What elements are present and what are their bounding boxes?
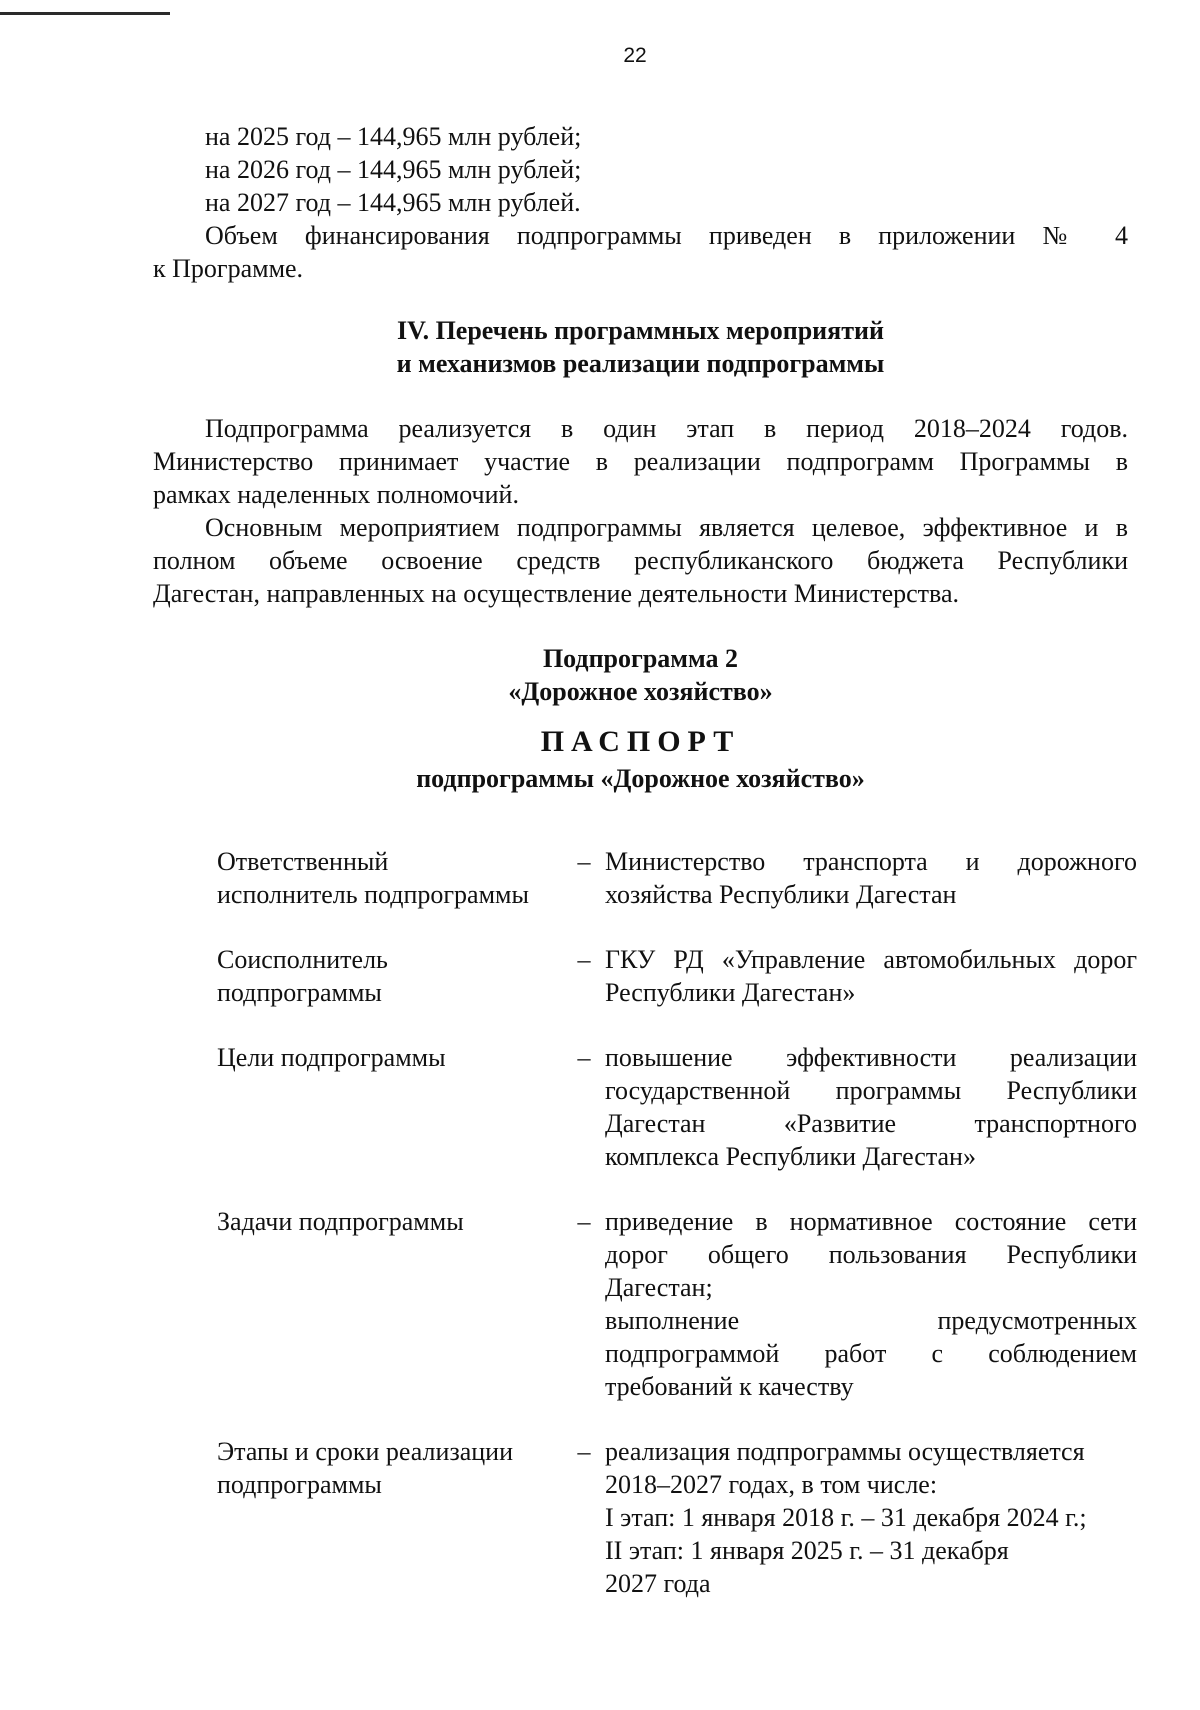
- passport-row-label: [217, 943, 563, 1009]
- passport-row-label: [217, 1205, 563, 1403]
- value-line: реализация подпрограммы осуществляется: [605, 1437, 1085, 1466]
- passport-row-value: [605, 943, 1137, 1009]
- page-number: 22: [623, 44, 647, 67]
- value-line: Министерство транспорта и дорожного: [605, 847, 1137, 876]
- passport-row-coexecutor: [217, 943, 1137, 1009]
- funding-note-line-1: Объем финансирования подпрограммы приведен в приложении № 4: [205, 221, 1128, 250]
- passport-row-stages: [217, 1435, 1137, 1600]
- subprogram-title: [153, 642, 1128, 708]
- value-line: выполнение предусмотренных: [605, 1306, 1137, 1335]
- passport-row-value: [605, 1041, 1137, 1173]
- passport-row-value: [605, 845, 1137, 911]
- paragraph-line: Дагестан, направленных на осуществление деятельности Министерства.: [153, 579, 960, 608]
- passport-row-value: [605, 1435, 1137, 1600]
- label-line: Этапы и сроки реализации: [217, 1437, 513, 1466]
- value-line: требований к качеству: [605, 1372, 854, 1401]
- section-iv-paragraph-2: [153, 511, 1128, 610]
- value-line: 2027 года: [605, 1569, 711, 1598]
- section-iv-paragraph-1: [153, 412, 1128, 511]
- value-line: II этап: 1 января 2025 г. – 31 декабря: [605, 1536, 1009, 1565]
- section-iv-title-line-1: IV. Перечень программных мероприятий: [397, 316, 884, 345]
- subprogram-title-line-1: Подпрограмма 2: [542, 644, 739, 673]
- section-iv-title: [153, 314, 1128, 380]
- value-line: повышение эффективности реализации: [605, 1043, 1137, 1072]
- passport-table: [217, 845, 1137, 1632]
- paragraph-line: Подпрограмма реализуется в один этап в период 2018–2024 годов.: [205, 414, 1128, 443]
- passport-row-label: [217, 1435, 563, 1600]
- value-line: подпрограммой работ с соблюдением: [605, 1339, 1137, 1368]
- label-line: Задачи подпрограммы: [217, 1207, 464, 1236]
- label-line: подпрограммы: [217, 1470, 382, 1499]
- passport-row-goals: [217, 1041, 1137, 1173]
- passport-dash: –: [577, 945, 591, 974]
- scan-edge-mark: [0, 12, 170, 15]
- value-line: 2018–2027 годах, в том числе:: [605, 1470, 938, 1499]
- value-line: комплекса Республики Дагестан»: [605, 1142, 976, 1171]
- value-line: I этап: 1 января 2018 г. – 31 декабря 2024 г.;: [605, 1503, 1087, 1532]
- passport-row-responsible: [217, 845, 1137, 911]
- subprogram-title-line-2: «Дорожное хозяйство»: [508, 677, 773, 706]
- passport-dash: –: [577, 1437, 591, 1466]
- paragraph-line: полном объеме освоение средств республиканского бюджета Республики: [153, 546, 1128, 575]
- passport-row-value: [605, 1205, 1137, 1403]
- funding-line-2026: на 2026 год – 144,965 млн рублей;: [205, 155, 582, 184]
- funding-note-line-2: к Программе.: [153, 254, 304, 283]
- value-line: дорог общего пользования Республики: [605, 1240, 1137, 1269]
- passport-row-label: [217, 1041, 563, 1173]
- funding-line-2025: на 2025 год – 144,965 млн рублей;: [205, 122, 582, 151]
- paragraph-line: Министерство принимает участие в реализации подпрограмм Программы в: [153, 447, 1128, 476]
- passport-row-label: [217, 845, 563, 911]
- value-line: хозяйства Республики Дагестан: [605, 880, 957, 909]
- passport-dash: –: [577, 847, 591, 876]
- value-line: приведение в нормативное состояние сети: [605, 1207, 1137, 1236]
- label-line: Соисполнитель: [217, 945, 388, 974]
- label-line: исполнитель подпрограммы: [217, 880, 529, 909]
- value-line: Дагестан «Развитие транспортного: [605, 1109, 1137, 1138]
- value-line: государственной программы Республики: [605, 1076, 1137, 1105]
- passport-subtitle: подпрограммы «Дорожное хозяйство»: [416, 764, 865, 793]
- label-line: Ответственный: [217, 847, 389, 876]
- passport-dash: –: [577, 1207, 591, 1236]
- passport-dash: –: [577, 1043, 591, 1072]
- value-line: Республики Дагестан»: [605, 978, 856, 1007]
- funding-line-2027: на 2027 год – 144,965 млн рублей.: [205, 188, 581, 217]
- document-body: [153, 120, 1128, 795]
- paragraph-line: Основным мероприятием подпрограммы является целевое, эффективное и в: [205, 513, 1128, 542]
- passport-row-tasks: [217, 1205, 1137, 1403]
- section-iv-title-line-2: и механизмов реализации подпрограммы: [396, 349, 885, 378]
- passport-title: ПАСПОРТ: [540, 725, 741, 758]
- paragraph-line: рамках наделенных полномочий.: [153, 480, 519, 509]
- label-line: подпрограммы: [217, 978, 382, 1007]
- value-line: ГКУ РД «Управление автомобильных дорог: [605, 945, 1137, 974]
- value-line: Дагестан;: [605, 1273, 713, 1302]
- label-line: Цели подпрограммы: [217, 1043, 446, 1072]
